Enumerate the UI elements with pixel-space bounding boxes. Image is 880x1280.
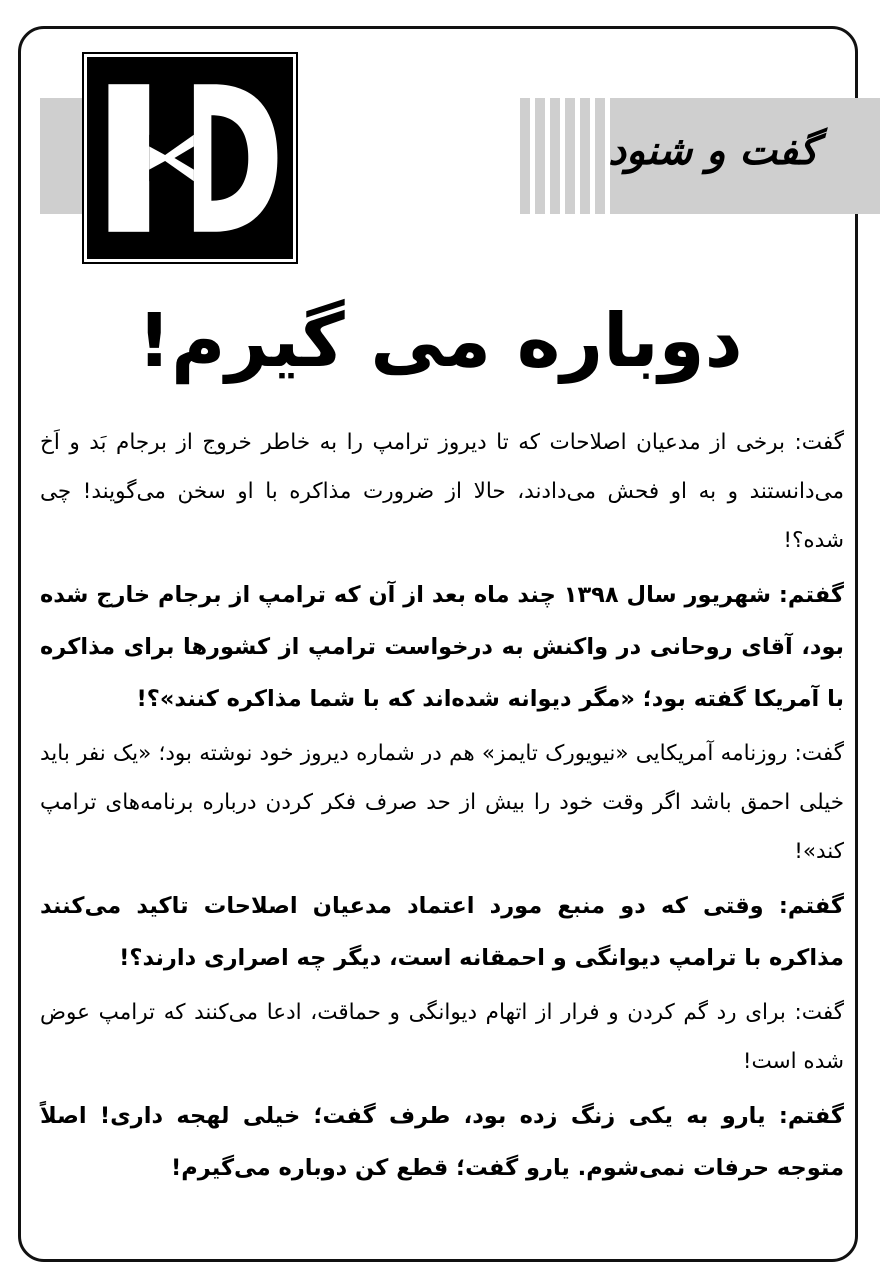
paragraph: گفت: برخی از مدعیان اصلاحات که تا دیروز ترامپ را به خاطر خروج از برجام بَد و اَخ می‌دانستند و به او فحش می‌دادند، حالا از ضرورت مذاکره با او سخن می‌گویند! چی شده؟! (40, 430, 844, 553)
newspaper-logo (84, 54, 296, 262)
paragraph: گفتم: شهریور سال ۱۳۹۸ چند ماه بعد از آن که ترامپ از برجام خارج شده بود، آقای روحانی در واکنش به درخواست ترامپ از کشورها برای مذاکره با آمریکا گفته بود؛ «مگر دیوانه شده‌اند که با شما مذاکره کنند»؟! (40, 582, 845, 712)
paragraph: گفت: روزنامه آمریکایی «نیویورک تایمز» هم در شماره دیروز خود نوشته بود؛ «یک نفر باید خیلی احمق باشد اگر وقت خود را بیش از حد صرف فکر کردن درباره برنامه‌های ترامپ کند»! (40, 741, 844, 864)
logo-emblem-icon (87, 57, 293, 259)
paragraph: گفتم: وقتی که دو منبع مورد اعتماد مدعیان اصلاحات تاکید می‌کنند مذاکره با ترامپ دیوانگی و احمقانه است، دیگر چه اصراری دارند؟! (40, 893, 844, 971)
section-title: گفت و شنود (608, 128, 818, 174)
paragraph: گفت: برای رد گم کردن و فرار از اتهام دیوانگی و حماقت، ادعا می‌کنند که ترامپ عوض شده است! (40, 1000, 844, 1074)
article-body (40, 418, 844, 1198)
paragraph: گفتم: یارو به یکی زنگ زده بود، طرف گفت؛ خیلی لهجه داری! اصلاً متوجه حرفات نمی‌شوم. یارو گفت؛ قطع کن دوباره می‌گیرم! (40, 1103, 844, 1181)
headline: دوباره می گیرم! (137, 298, 743, 384)
